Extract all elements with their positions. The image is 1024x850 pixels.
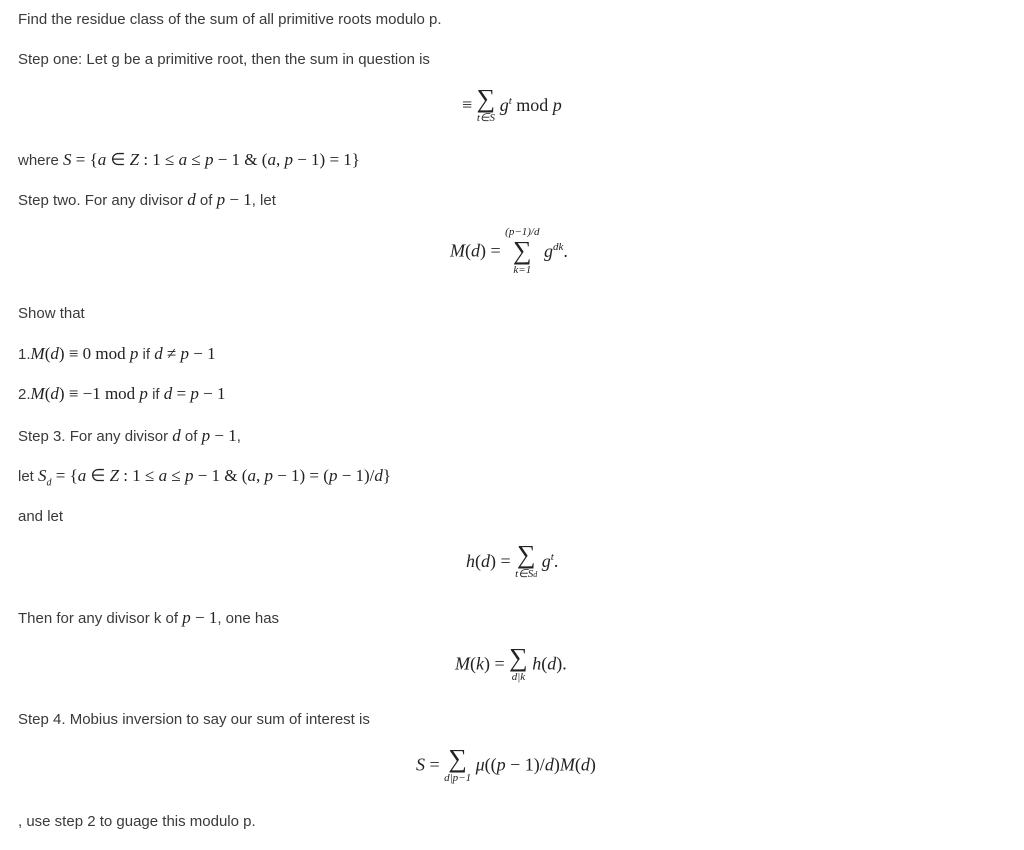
m-of-k-formula: M(k) = ∑ d|k h(d). (455, 643, 567, 683)
where-s-definition: where S = {a ∈ Z : 1 ≤ a ≤ p − 1 & (a, p − 1) = 1} (18, 150, 360, 169)
final-instruction-text: , use step 2 to guage this modulo p. (18, 813, 256, 830)
intro-text: Find the residue class of the sum of all primitive roots modulo p. (18, 11, 442, 28)
h-of-d-formula: h(d) = ∑ t∈Sd $g^t$. (466, 540, 559, 580)
step-four-text: Step 4. Mobius inversion to say our sum of interest is (18, 711, 370, 728)
step-two-text: Step two. For any divisor d of p − 1, let (18, 190, 276, 209)
show-item-1: 1.M(d) ≡ 0 mod p if d ≠ p − 1 (18, 344, 216, 363)
m-of-d-formula: M(d) = (p−1)/d ∑ k=1 $g^{dk}$. (450, 226, 568, 276)
sum-congruence-formula: ≡ ∑ t∈S $g^t$ mod p (462, 84, 562, 124)
mobius-sum-formula: S = ∑ d|p−1 μ((p − 1)/d)M(d) (416, 744, 596, 784)
show-that-label: Show that (18, 305, 85, 322)
show-item-2: 2.M(d) ≡ −1 mod p if d = p − 1 (18, 384, 226, 403)
sd-definition: let $S_d = \{a$ ∈ Z : 1 ≤ a ≤ p − 1 & (a, p − 1) = (p − 1)/d} (18, 466, 392, 489)
step-one-text: Step one: Let g be a primitive root, then the sum in question is (18, 51, 430, 68)
step-three-text: Step 3. For any divisor d of p − 1, (18, 426, 241, 445)
then-for-divisor-text: Then for any divisor k of p − 1, one has (18, 608, 280, 627)
and-let-text: and let (18, 508, 64, 525)
